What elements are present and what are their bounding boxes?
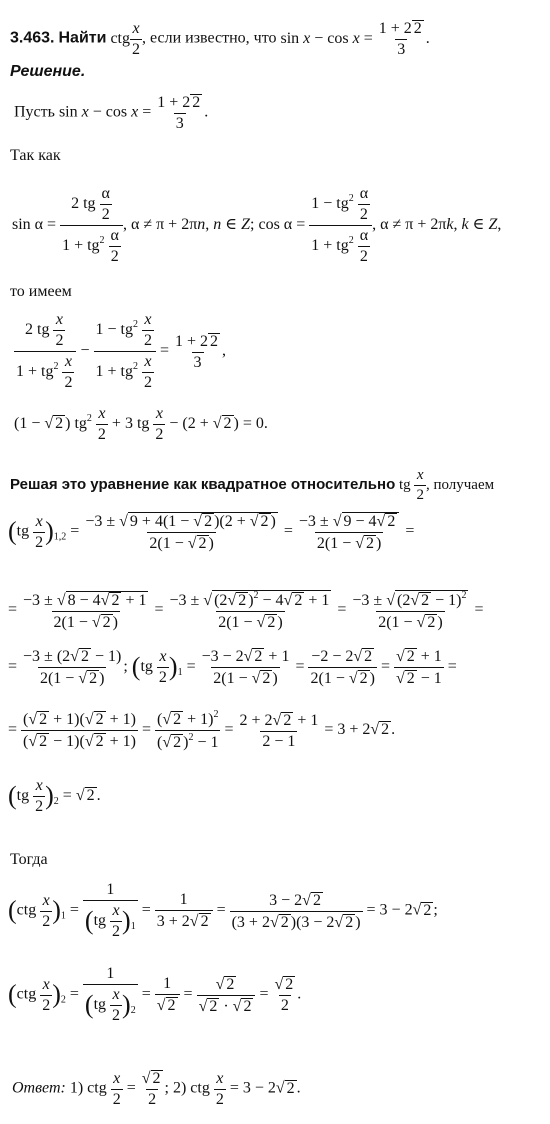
universal-substitution-formulas: sin α = 2 tg $\frac{\alpha}{2}$ $1 + tg^2$ $\frac{\alpha}{2}$ , α ≠ π + 2πn, n ∈ Z; cos α = $1 - tg^2$ $\frac{\alpha}{2}$ $1 + tg^2$ $\frac{\alpha}{2}$ , α ≠ π + 2πk, k ∈ Z, xyxy=(12,185,502,265)
answer-line: Ответ: 1) ctg $\frac{x}{2}$ = $\frac{√ 2}{2}$ ; 2) ctg $\frac{x}{2}$ = 3 − 2√ 2 . xyxy=(12,1069,301,1108)
solving-label: Решая это уравнение как квадратное относительно xyxy=(10,475,396,493)
equation-tg: 2 tg $\frac{x}{2}$ $1 + tg^2$ $\frac{x}{2}$ − $1 - tg^2$ $\frac{x}{2}$ $1 + tg^2$ $\frac{x}{2}$ = $\frac{1 + 2 2}{3}$ , xyxy=(16,311,227,391)
math-ctg-x-2: ctg $\frac{x}{2}$ xyxy=(110,19,140,58)
answer-label: Ответ: xyxy=(12,1079,66,1097)
ctg-result-2: (ctg $\frac{x}{2}$ )$_2$ = 1 (tg $\frac{x}{2}$ )$_2$ = $\frac{1}{√ 2}$ = $\frac{√ 2}{√ 2 \cdot √ 2}$ = $\frac{√ 2}{2}$ . xyxy=(8,965,302,1024)
root-line-3: = $\frac{-3 \pm (2√ 2 - 1)}{2(1 - √ 2 )}$ ; (tg $\frac{x}{2}$ )$_1$ = $\frac{-3 - 2√ 2 + 1}{2(1 - √ 2 )}$ = $\frac{-2 - 2√ 2}{2(1 - √ 2 )}$ = $\frac{√ 2 + 1}{√ 2 - 1}$ = xyxy=(8,648,457,687)
problem-statement xyxy=(10,20,430,58)
let-label: Пусть xyxy=(14,103,55,121)
solving-line: Решая это уравнение как квадратное относительно tg $\frac{x}{2}$ , получаем xyxy=(10,467,495,503)
then-we-have-label: то имеем xyxy=(10,283,72,300)
we-get-label: , получаем xyxy=(425,476,495,493)
solution-label: Решение. xyxy=(10,63,86,80)
math-condition: sin x − cos x = $\frac{1 + 2 2}{3}$ . xyxy=(280,20,430,58)
ctg-result-1: (ctg $\frac{x}{2}$ )$_1$ = 1 (tg $\frac{x}{2}$ )$_1$ = $\frac{1}{3 + 2√ 2}$ = $\frac{3 - 2√ 2}{(3 + 2√ 2 )(3 - 2√ 2 )}$ = 3 − 2√ 2 ; xyxy=(8,881,438,940)
quadratic-equation: (1 − √ 2 ) $tg^2$ $\frac{x}{2}$ + 3 tg $\frac{x}{2}$ − (2 + √ 2 ) = 0. xyxy=(14,405,268,443)
let-line: Пусть sin x − cos x = $\frac{1 + 2 2}{3}$ . xyxy=(14,94,209,132)
since-label: Так как xyxy=(10,147,61,164)
root-line-4: = $\frac{(√ 2 + 1)(√ 2 + 1)}{(√ 2 - 1)(√ 2 + 1)}$ = $\frac{(√ 2 + 1)^2}{(√ 2 )^2 - 1}$ = $\frac{2 + 2√ 2 + 1}{2 - 1}$ = 3 + 2√ 2 . xyxy=(8,709,396,751)
problem-number: 3.463. xyxy=(10,29,55,47)
root-2: (tg $\frac{x}{2}$ )$_2$ = √ 2 . xyxy=(8,777,101,815)
root-line-2: = $\frac{-3 \pm √ 8 - 4√ 2 + 1}{2(1 - √ 2 )}$ = $\frac{-3 \pm √ (2√ 2 )^2 - 4√ 2 + 1}{2(1 - √ 2 )}$ = $\frac{-3 \pm √ (2√ 2 - 1)^2}{2(1 - √ 2 )}$ = xyxy=(8,590,484,631)
then-label: Тогда xyxy=(10,851,48,868)
problem-text-before: Найти xyxy=(58,29,107,47)
problem-text-middle: , если известно, что xyxy=(142,29,277,47)
root-line-1: (tg $\frac{x}{2}$ )$_{1,2}$ = $\frac{-3 \pm √ 9 + 4(1 - √ 2 )(2 + √ 2 )}{2(1 - √ 2 )}$ = $\frac{-3 \pm √ 9 - 4√ 2}{2(1 - √ 2 )}$ = xyxy=(8,512,415,552)
